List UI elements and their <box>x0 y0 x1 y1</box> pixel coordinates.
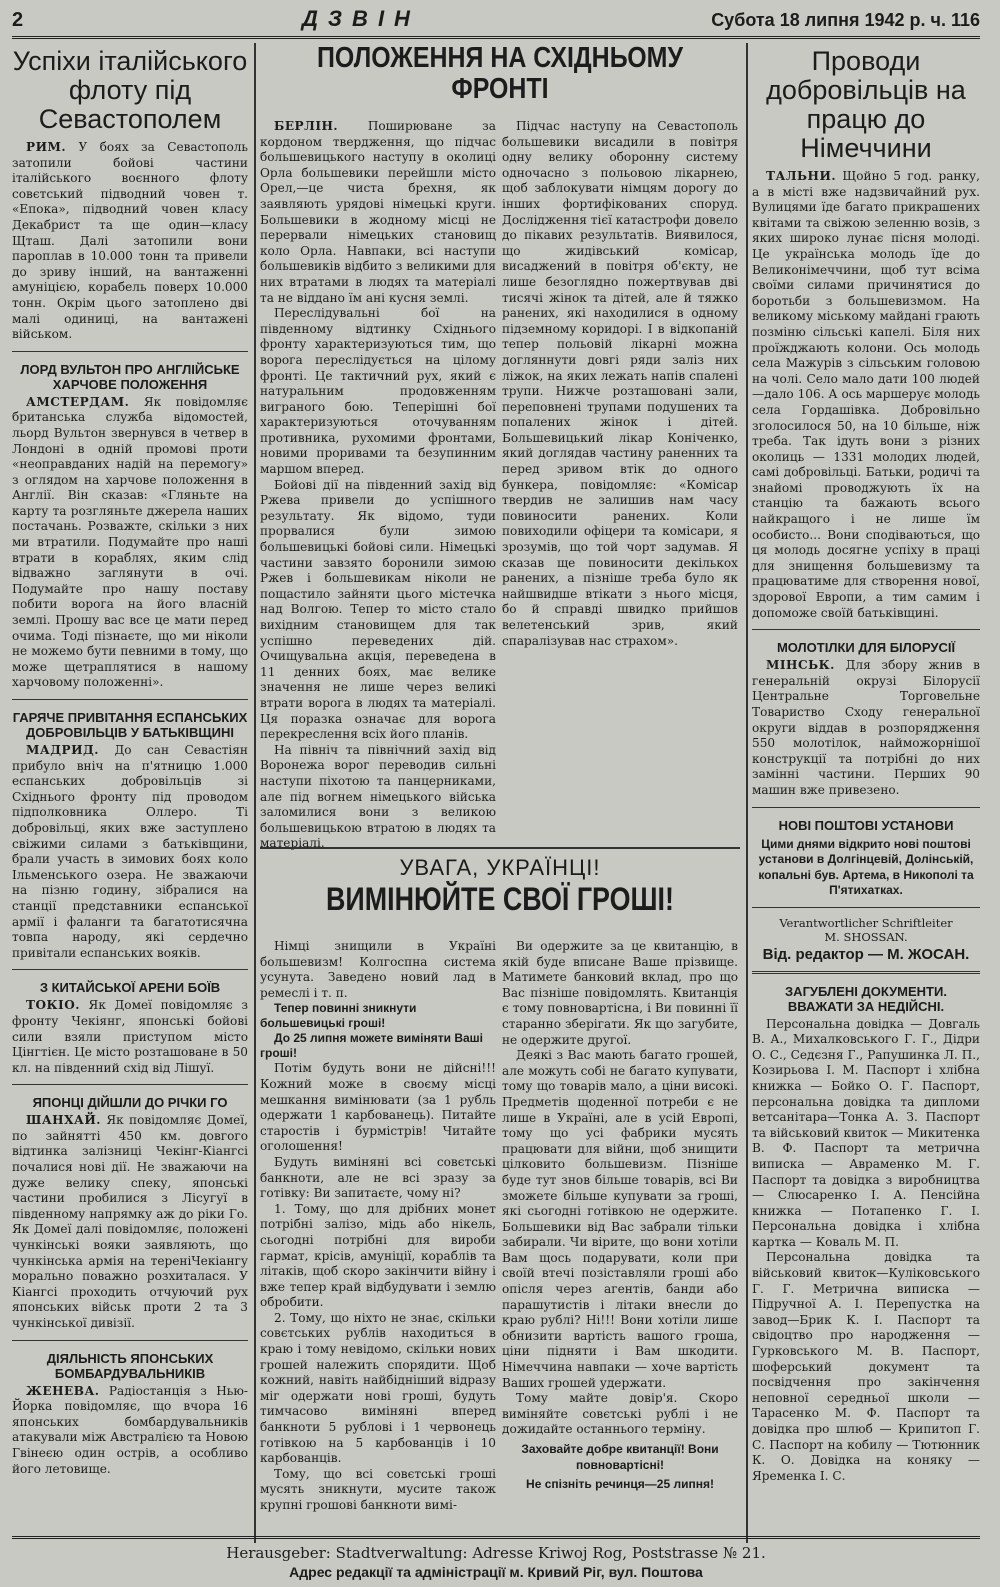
column-notice-b <box>502 939 738 1539</box>
notice-text: Потім будуть вони не дійсні!!! Кожний може в своєму місці мешкання вимінювати (за 1 рубль одержати 1 карбованець). Питайте старостів і бурмістрів! Читайте оголошення! <box>260 1061 496 1154</box>
divider <box>752 807 980 808</box>
notice-emphasis: Заховайте добре квитанції! Вони повновартісні! <box>521 1442 719 1472</box>
column-center-b <box>502 119 738 841</box>
notice-text: Ви одержите за це квитанцію, в якій буде вписане Ваше прізвище. Матимете банковий вклад, про що Вас пізніше повідомлять. Квитанція є тому повновартісна, і Ви повинні її старанно зберігати. Як що загубите, не одержите другої. <box>502 939 738 1047</box>
column-right <box>752 45 980 1543</box>
notice-text: Деякі з Вас мають багато грошей, але можуть собі не багато купувати, тому що товарів мало, а ціни високі. Предметів щоденної потреби є не лише в Україні, але в усій Европі, тому що усі фабрики мусять працювати для війни, щоб знищити цілковито большевизм. Пізніше буде тут знов більше товарів, всі Ви зможете більше купувати за гроші, які сьогодні готівкою не одержите. Большевики від Вас забрали тільки забирали. Чи вірите, що вони хотіли Вам щось подарувати, коли при своїй втечі позіставляли гроші або опісля через агентів, банди або парашутистів і літаки внесли до краю рублі? Ні!!! Вони хотіли лише обнизити вартість вашого гроша, ціни підняти і Вам шкодити. Німеччина навпаки — хоче вартість Ваших грошей удержати. <box>502 1048 738 1390</box>
article-body: ТОКІО. Як Домеї повідомляє з фронту Чекіянг, японські бойові сили взяли приступом місто Цінгтієн. Це місто розташоване в 50 кл. на південний схід від Лішуї. <box>12 998 248 1075</box>
article-title: ДІЯЛЬНІСТЬ ЯПОНСЬКИХ БОМБАРДУВАЛЬНИКІВ <box>46 1350 214 1381</box>
dateline: ЖЕНЕВА. <box>26 1383 100 1398</box>
dateline: ТАЛЬНИ. <box>766 169 837 183</box>
divider <box>752 971 980 974</box>
article-body: Підчас наступу на Севастополь большевики висадили в повітря одну велику оборонну систему одночасно з польовою лікарнею, щоб заблокувати німцям дорогу до інших фортифікованих споруд. Дослідження тієї катастрофи довело до пікавих результатів. Виявилося, що жидівський комісар, висаджений в повітря об'єкту, не лише безоглядно пожертвував дві тисячі жінок та дітей, але й тяжко ранених, які находилися в одному підземному коридорі. І в відкопаній тепер польовій лікарні можна догляннути довгі ряди заліз них ліжок, на яких лежать напів спалені трупи. Нижче розташовані зали, переповнені трупами подушених та попалених жінок і дітей. Большевицький лікар Коніченко, який доглядав частину раненних та перед зривом втік до одного бункера, повідомляє: «Комісар твердив не залишив нам часу повиносити ранених. Коли повиходили офіцери та комісари, я зрозумів, що той чорт задумав. Я сказав ще повиносити декількох ранених, а пізніше треба було як найшвидше втікати з нього місця, бо й справді швидко прийшов велетенський зрив, який спаралізував нас страхом». <box>502 119 738 648</box>
article-body: МІНСЬК. Для збору жнив в генеральній окрузі Білорусії Центральне Торговельне Товариство Сходу генеральної округи віддав в розпорядження 550 молотілок, найможорнішої конструкції та потрібні до них замінні частини. Перших 90 машин вже привезено. <box>752 658 980 797</box>
dateline: МАДРИД. <box>26 743 99 757</box>
column-center-a <box>260 119 496 851</box>
notice-emphasis: Не спізніть речинця—25 липня! <box>526 1477 714 1491</box>
publisher-footer <box>12 1536 980 1581</box>
notice-text: 1. Тому, що для дрібних монет потрібні залізо, мідь або нікель, сьогодні потрібні для вироби гармат, крісів, амуніції, кораблів та літаків, щоб скоро закінчити війну і вже тепер край відбудувати і землю обробити. <box>260 1201 496 1310</box>
article-title: НОВІ ПОШТОВІ УСТАНОВИ <box>778 817 954 833</box>
article-body: Переслідувальні бої на південному відтинку Східнього фронту характеризуються тим, що ворога переслідується на цілому фронті. Це тактичний рух, який є натуральним продовженням виграного бою. Теперішні бої характеризуються оточуванням противника, рухомими фронтами, новими проривами та безупинним маршом вперед. <box>260 306 496 477</box>
editor-credits <box>752 916 980 963</box>
column-divider <box>746 43 748 1543</box>
article-title: ПОЛОЖЕННЯ НА СХІДНЬОМУ ФРОНТІ <box>317 42 683 105</box>
article-body: Цими днями відкрито нові поштові установи в Долгінцевій, Долінській, копальні був. Артема, в Никополі та П'ятихатках. <box>758 836 974 898</box>
dateline: ТОКІО. <box>26 998 80 1013</box>
divider <box>12 351 248 352</box>
masthead <box>12 6 980 39</box>
article-body: Бойові дії на південний захід від Ржева привели до успішного результату. Як відомо, туди прорвалися були зимою большевицькі бойові сили. Німецькі частини завзято боронили зимою Ржев і большевикам ніколи не пощастило зайняти цього містечка над Волгою. Тепер то місто стало вихідним становищем для так успішно переведених дій. Очищувальна акція, переведена в 11 денних боях, має велике значення не лише через великі втрати ворога в людях та матеріалі. Ця поразка означає для ворога перекреслення всіх його планів. <box>260 477 496 742</box>
article-title: МОЛОТІЛКИ ДЛЯ БІЛОРУСІЇ <box>776 640 956 656</box>
divider <box>752 629 980 630</box>
article-title: Проводи добровільців на працю до Німеччини <box>766 46 966 163</box>
notice-text: Німці знищили в Україні большевизм! Колгоспна система усунута. Заведено новий лад в ремеслі і т. п. <box>260 939 496 1000</box>
dateline: РИМ. <box>26 140 67 154</box>
notice-text: Тому, що всі совєтські гроші мусять зникнути, мусите також крупні грошові банкноти вимі- <box>260 1466 496 1512</box>
issue-date: Субота 18 липня 1942 р. ч. 116 <box>711 10 980 30</box>
divider <box>12 699 248 700</box>
divider <box>12 1340 248 1341</box>
article-title: ГАРЯЧЕ ПРИВІТАННЯ ЕСПАНСЬКИХ ДОБРОВІЛЬЦІВ У БАТЬКІВЩИНІ <box>12 710 248 740</box>
address-line: Адрес редакції та адміністрації м. Кривий Ріг, вул. Поштова <box>289 1564 703 1580</box>
notice-text: 2. Тому, що ніхто не знає, скільки совєтських рублів находиться в краю і тому невідомо, скільки нових грошей належить спорядити. Щоб кожний, навіть найбідніший відразу міг одержати нові гроші, будуть тимчасово виміняні вперед банкноти 5 рублові і 1 червонець готівкою на 5 карбованців і 10 карбованців. <box>260 1310 496 1466</box>
article-body: ЖЕНЕВА. Радіостанція з Нью-Йорка повідомляє, що вчора 16 японських бомбардувальників атакували між Австралією та Новою Гвінеєю один острів, а особливо його летовище. <box>12 1383 248 1476</box>
article-body: ТАЛЬНИ. Щойно 5 год. ранку, а в місті вже надзвичайний рух. Вулицями їде багато прикрашених квітами та свіжою зеленню возів, з яких широко лунає пісня молоді. Це українська молодь їде до Великонімеччини, щоб тут всіма своїми силами причинятися до боротьби з большевизмом. На великому міському майдані грають позміню сільські капелі. Біля них проїжджають колони. Ось молодь села Мажурів з сільським головою на чолі. Село мало дати 100 людей—дало 106. А ось маршерує молодь села Гордашівка. Добровільно зголосилося 50, на 10 більше, ніж треба. Так ідуть вони з різних околиць — 1331 молодих людей, самі добровільці. Батьки, родичі та знайомі проводжують їх на станцію та бажають всього найкращого і не лише їм особисто... Вони сподіваються, що ця молодь досягне успіху в праці для знищення большевизму та працюватиме для створення нової, здорової Европи, а тим самим і допоможе своїй батьківщині. <box>752 169 980 620</box>
article-body: ШАНХАЙ. Як повідомляє Домеї, по зайнятті 450 км. довгого відтинка залізниці Чекінг-Кіангсі почалися нові дії. Не зважаючи на дуже велику спеку, японські частини пробилися з Лісугуї в південному напрямку аж до ріки Го. Як Домеї далі повідомляє, положені чункінські вояки заявляють, що чункінська армія на тереніЧекіангу морально поважно розхиталася. У Кіангсі проходить отчуючий рух японських військ проти 2 та 3 чункінської дивізії. <box>12 1113 248 1330</box>
column-divider <box>254 43 256 1543</box>
divider <box>12 1084 248 1085</box>
exchange-notice-header <box>260 847 740 949</box>
article-body: МАДРИД. До сан Севастіян прибуло вніч на п'ятницю 1.000 еспанських добровільців зі Східнього фронту під проводом підполковника Оллеро. Ті добровільці, яких вже заступлено свіжими силами з батьківщини, брали участь в зимових боях коло Ільменського озера. Не зважаючи на пізню годину, зібралися на станції представники еспанської армії і фаланги та багатотисячна товпа народу, які сердечно привітали еспанських вояків. <box>12 743 248 960</box>
article-title: Успіхи італійського флоту під Севастополем <box>12 46 248 134</box>
article-title: ЛОРД ВУЛЬТОН ПРО АНГЛІЙСЬКЕ ХАРЧОВЕ ПОЛОЖЕННЯ <box>20 361 240 392</box>
article-body: Персональна довідка — Довгаль В. А., Михалковського Г. Г., Дідри О. С., Седєзня Г., Рапушинка Л. П., Козирьова І. М. Паспорт і хлібна книжка — Бойко О. Г. Паспорт, персональна довідка та дипломи ветсанітара—Тонка А. З. Паспорт та військовий квиток — Микитенка В. Ф. Паспорт та метрична виписка — Авраменко М. Г. Паспорт та довідка з виробництва — Слюсаренко І. А. Пенсійна книжка — Потапенко Г. І. Персональна довідка і хлібна картка — Коваль М. П. <box>752 1016 980 1249</box>
article-body: БЕРЛІН. Поширюване за кордоном твердження, що підчас большевицького наступу в околиці Орла большевики перейшли місто Орел,—це чиста брехня, як заявляють урядові німецькі круги. Большевики в жодному місці не перервали німецьких становищ коло Орла. Навпаки, всі наступи большевиків відбито з великими для них втратами в людях та матеріалі та не віддано їм ані кусня землі. <box>260 119 496 305</box>
article-body: Персональна довідка та військовий квиток—Куліковського Г. Г. Метрична виписка — Підручної А. І. Перепустка на завод—Брик К. І. Паспорт та свідоцтво про народження — Гурковського М. В. Паспорт, шоферський документ та посвідчення про закінчення неповної середньої школи — Тарасенко М. Ф. Паспорт та довідка про шлюб — Крипитоп Г. С. Паспорт на кобилу — Тютюнник К. О. Довідка на коняку — Яременка І. С. <box>752 1250 980 1483</box>
page-number: 2 <box>12 9 24 31</box>
center-headline <box>260 43 740 118</box>
article-title: ЯПОНЦІ ДІЙШЛИ ДО РІЧКИ ГО <box>32 1095 228 1111</box>
notice-kicker: УВАГА, УКРАЇНЦІ! <box>399 855 601 880</box>
columns <box>12 39 980 1549</box>
column-notice-a <box>260 939 496 1539</box>
editor-ukrainian: Від. редактор — М. ЖОСАН. <box>762 945 970 963</box>
column-left <box>12 45 248 1543</box>
article-body: АМСТЕРДАМ. Як повідомляє британська служба відомостей, льорд Вультон звернувся в четвер в Лондоні в одній промові проти «неоправданих надій на перемогу» з оглядом на харчове положення в Англії. Він сказав: «Гляньте на карту та розгляньте джерела наших постачань. Розважте, скільки з них ми втратили. Подумайте про наші втрати в кораблях, яким слід відважно заглянути в очі. Подумайте про нашу поставу побити ворога на його власній землі. Прошу вас все це мати перед очима. Тоді пізнаєте, що ми ніколи не можемо бути певними в тому, що може щетраплятися в нашому харчовому положенні». <box>12 394 248 690</box>
notice-emphasis: Тепер повинні зникнути большевицькі гроші! <box>260 1001 417 1031</box>
article-body: РИМ. У боях за Севастополь затопили бойові частини італійського воєнного флоту совєтський підводний човен т. «Епока», підводний човен класу Декабрист та ще один—класу Щташ. Далі затопили вони пароплав в 10.000 тонн та привели до зриву інший, на вантаженні амуніцією, корабель поверх 10.000 тонн. Окрім цього затоплено дві малі одиниці, на вантажені військом. <box>12 140 248 342</box>
editor-german: Verantwortlicher Schriftleiter <box>779 915 953 930</box>
notice-title: ВИМІНЮЙТЕ СВОЇ ГРОШІ! <box>326 881 674 917</box>
dateline: АМСТЕРДАМ. <box>26 394 130 409</box>
dateline: МІНСЬК. <box>766 658 835 673</box>
editor-name-latin: M. SHOSSAN. <box>824 929 908 944</box>
article-body: На північ та північний захід від Воронежа ворог переводив сильні наступи піхотою та панцерниками, але під вогнем німецького війська заломилися вони з великою большевицькою втратою в людях та матеріалі. <box>260 742 496 851</box>
divider <box>12 969 248 970</box>
dateline: БЕРЛІН. <box>274 119 339 133</box>
article-title: З КИТАЙСЬКОЇ АРЕНИ БОЇВ <box>39 980 221 996</box>
divider <box>752 907 980 908</box>
publisher-line: Herausgeber: Stadtverwaltung: Adresse Kriwoj Rog, Poststrasse № 21. <box>226 1544 766 1562</box>
notice-text: Будуть виміняні всі совєтські банкноти, але не всі зразу за готівку: Ви запитаєте, чому ні? <box>260 1154 496 1201</box>
article-title: ЗАГУБЛЕНІ ДОКУМЕНТИ. ВВАЖАТИ ЗА НЕДІЙСНІ. <box>785 983 947 1014</box>
newspaper-title: ДЗВІН <box>302 6 420 31</box>
notice-emphasis: До 25 липня можете виміняти Ваші гроші! <box>260 1031 483 1061</box>
notice-text: Тому майте довір'я. Скоро виміняйте совєтські рублі і не дожидайте останнього терміну. <box>502 1391 738 1437</box>
dateline: ШАНХАЙ. <box>26 1113 101 1128</box>
